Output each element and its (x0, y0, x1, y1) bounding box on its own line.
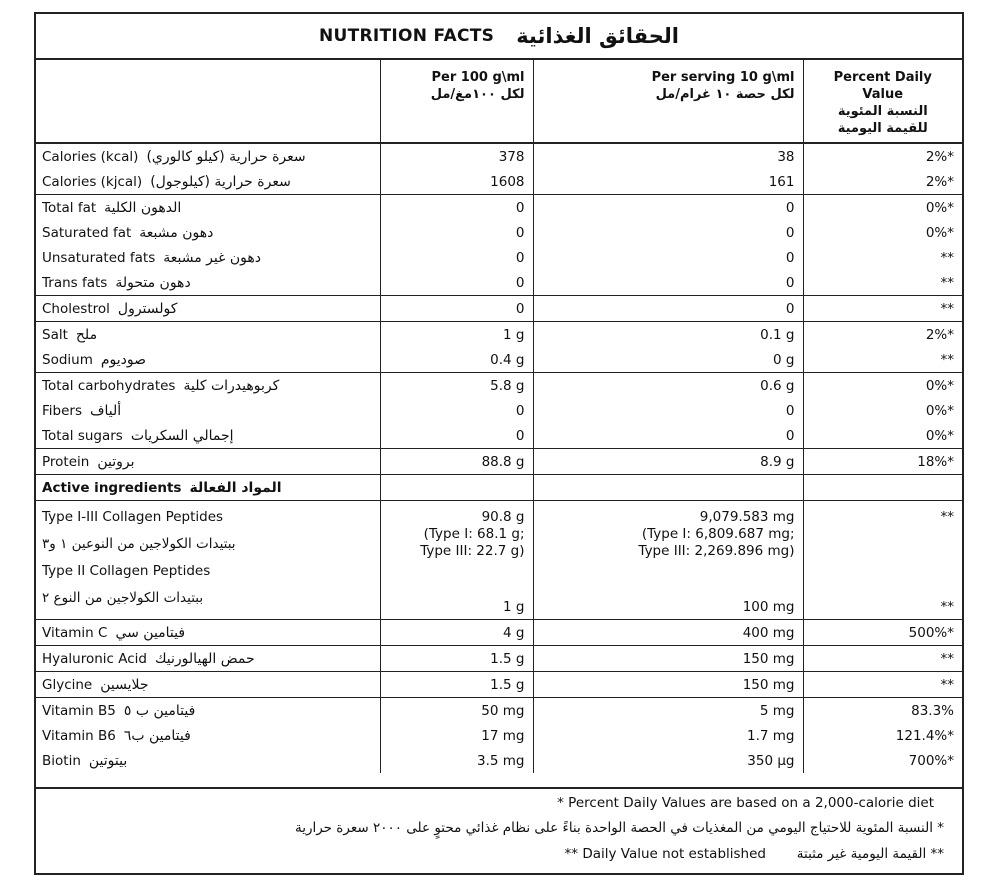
title-row (36, 14, 962, 60)
footnote-not-established-en: ** Daily Value not established (564, 846, 766, 862)
daily-value: 2%* (803, 322, 962, 348)
nutrient-name-ar: دهون مشبعة (139, 224, 214, 241)
nutrient-name: Vitamin B5 (42, 702, 116, 719)
per-100-value: 0 (380, 296, 533, 322)
table-row (36, 322, 962, 348)
nutrient-name-ar: سعرة حرارية (كيلو كالوري) (146, 148, 306, 165)
header-daily-value-ar1: النسبة المئوية (837, 104, 928, 119)
table-row (36, 270, 962, 296)
nutrient-name-ar: سعرة حرارية (كيلوجول) (150, 173, 291, 190)
table-row (36, 698, 962, 724)
header-per-100-en: Per 100 g\ml (431, 70, 525, 85)
table-row (36, 620, 962, 646)
per-100-value: 1.5 g (380, 646, 533, 672)
per-serving-value: 5 mg (533, 698, 803, 724)
collagen-per-100: 90.8 g (481, 509, 525, 525)
collagen-per-100-type3: Type III: 22.7 g) (420, 543, 525, 559)
nutrient-name: Sodium (42, 351, 93, 368)
daily-value: ** (803, 347, 962, 373)
per-serving-value: 0.1 g (533, 322, 803, 348)
title-arabic: الحقائق الغذائية (516, 24, 679, 48)
per-100-value: 0 (380, 423, 533, 449)
nutrient-name-ar: حمض الهيالورنيك (155, 650, 255, 667)
nutrient-name-ar: بيتوتين (88, 752, 128, 769)
footnote-daily-values-en: * Percent Daily Values are based on a 2,000-calorie diet (557, 795, 934, 811)
nutrient-name-ar: الدهون الكلية (104, 199, 182, 216)
per-100-value: 1608 (380, 169, 533, 195)
nutrient-name-ar: دهون متحولة (115, 274, 191, 291)
table-row (36, 143, 962, 169)
nutrient-name-ar: كولسترول (117, 300, 178, 317)
header-daily-value (803, 60, 962, 143)
per-serving-value: 1.7 mg (533, 723, 803, 748)
daily-value: ** (803, 646, 962, 672)
per-100-value: 3.5 mg (380, 748, 533, 773)
per-100-value: 0 (380, 245, 533, 270)
per-serving-value: 350 µg (533, 748, 803, 773)
table-row (36, 748, 962, 773)
per-serving-value: 0 (533, 195, 803, 221)
header-per-100 (380, 60, 533, 143)
nutrient-name: Biotin (42, 752, 81, 769)
nutrient-name: Cholestrol (42, 300, 110, 317)
header-empty (36, 60, 380, 143)
collagen-per-serving: 9,079.583 mg (699, 509, 795, 525)
table-row (36, 347, 962, 373)
collagen-ii-name: Type II Collagen Peptides (42, 563, 211, 579)
table-row (36, 296, 962, 322)
daily-value: 83.3% (803, 698, 962, 724)
nutrient-name: Unsaturated fats (42, 249, 156, 266)
daily-value: 121.4%* (803, 723, 962, 748)
header-per-serving (533, 60, 803, 143)
nutrient-name: Glycine (42, 676, 93, 693)
table-row (36, 220, 962, 245)
per-serving-value: 150 mg (533, 672, 803, 698)
per-serving-value: 0 (533, 245, 803, 270)
per-100-value: 0 (380, 220, 533, 245)
per-100-value: 1.5 g (380, 672, 533, 698)
per-serving-value: 0 (533, 220, 803, 245)
per-serving-value: 0 (533, 270, 803, 296)
daily-value: 18%* (803, 449, 962, 475)
nutrient-name: Trans fats (42, 274, 108, 291)
nutrient-name-ar: ألياف (90, 402, 122, 419)
header-row (36, 60, 962, 143)
collagen-per-serving-type1: (Type I: 6,809.687 mg; (641, 526, 795, 542)
per-100-value: 0 (380, 195, 533, 221)
footnotes (36, 787, 962, 873)
per-serving-value: 150 mg (533, 646, 803, 672)
daily-value: ** (803, 270, 962, 296)
collagen-daily-value: ** (940, 509, 954, 525)
footnote-daily-values-ar: * النسبة المئوية للاحتياج اليومي من المغذيات في الحصة الواحدة بناءً على نظام غذائي محتوٍ على ٢٠٠٠ سعرة حرارية (294, 820, 944, 836)
table-row (36, 245, 962, 270)
per-serving-value: 0 (533, 296, 803, 322)
footnote-not-established-ar: ** القيمة اليومية غير مثبتة (796, 846, 944, 862)
title-english: NUTRITION FACTS (318, 26, 495, 46)
per-serving-value: 0 (533, 398, 803, 423)
collagen-i-iii-name: Type I-III Collagen Peptides (42, 509, 224, 525)
collagen-ii-daily-value: ** (940, 599, 954, 615)
nutrient-name: Total fat (42, 199, 97, 216)
per-100-value: 0 (380, 270, 533, 296)
table-row (36, 373, 962, 399)
per-serving-value: 400 mg (533, 620, 803, 646)
nutrient-name: Saturated fat (42, 224, 132, 241)
table-row (36, 169, 962, 195)
nutrient-name: Vitamin B6 (42, 727, 116, 744)
nutrient-name: Calories (kcal) (42, 148, 139, 165)
nutrient-name: Total sugars (42, 427, 123, 444)
active-ingredients-row (36, 475, 962, 501)
nutrient-name: Calories (kjcal) (42, 173, 143, 190)
nutrient-name: Vitamin C (42, 624, 108, 641)
per-100-value: 0 (380, 398, 533, 423)
collagen-per-serving-type3: Type III: 2,269.896 mg) (638, 543, 795, 559)
per-serving-value: 8.9 g (533, 449, 803, 475)
collagen-per-100-type1: (Type I: 68.1 g; (423, 526, 525, 542)
daily-value: 700%* (803, 748, 962, 773)
per-100-value: 1 g (380, 322, 533, 348)
daily-value: 500%* (803, 620, 962, 646)
nutrient-name: Protein (42, 453, 90, 470)
active-ingredients-label-ar: المواد الفعالة (189, 479, 282, 496)
collagen-ii-per-100: 1 g (503, 599, 525, 615)
daily-value: ** (803, 245, 962, 270)
nutrient-name: Total carbohydrates (42, 377, 176, 394)
per-100-value: 378 (380, 143, 533, 169)
per-serving-value: 0 (533, 423, 803, 449)
per-serving-value: 0 g (533, 347, 803, 373)
header-daily-value-en: Percent Daily Value (833, 70, 932, 102)
per-100-value: 4 g (380, 620, 533, 646)
daily-value: 0%* (803, 423, 962, 449)
per-100-value: 0.4 g (380, 347, 533, 373)
nutrient-name: Hyaluronic Acid (42, 650, 147, 667)
collagen-i-iii-name-ar: ببتيدات الكولاجين من النوعين ١ و٣ (42, 536, 236, 552)
header-per-100-ar: لكل ١٠٠مغ/مل (430, 87, 525, 102)
table-row (36, 672, 962, 698)
per-serving-value: 0.6 g (533, 373, 803, 399)
nutrient-name-ar: دهون غير مشبعة (163, 249, 262, 266)
table-row (36, 449, 962, 475)
per-100-value: 50 mg (380, 698, 533, 724)
header-daily-value-ar2: للقيمة اليومية (837, 121, 928, 136)
collagen-ii-per-serving: 100 mg (742, 599, 795, 615)
daily-value: 2%* (803, 169, 962, 195)
daily-value: 2%* (803, 143, 962, 169)
table-row (36, 423, 962, 449)
daily-value: 0%* (803, 220, 962, 245)
nutrient-name-ar: فيتامين ب٦ (123, 727, 191, 744)
nutrition-facts-label (34, 12, 964, 875)
collagen-row (36, 501, 962, 620)
nutrition-table (36, 60, 962, 773)
per-serving-value: 161 (533, 169, 803, 195)
collagen-ii-name-ar: ببتيدات الكولاجين من النوع ٢ (42, 590, 204, 606)
daily-value: 0%* (803, 195, 962, 221)
nutrient-name-ar: فيتامين سي (115, 624, 186, 641)
nutrient-name-ar: كربوهيدرات كلية (183, 377, 280, 394)
header-per-serving-ar: لكل حصة ١٠ غرام/مل (655, 87, 795, 102)
nutrient-name: Fibers (42, 402, 82, 419)
nutrient-name-ar: ملح (75, 326, 98, 343)
per-100-value: 88.8 g (380, 449, 533, 475)
daily-value: 0%* (803, 373, 962, 399)
per-100-value: 17 mg (380, 723, 533, 748)
active-ingredients-label: Active ingredients (42, 479, 182, 496)
nutrient-name-ar: جلايسين (100, 676, 149, 693)
daily-value: 0%* (803, 398, 962, 423)
table-row (36, 723, 962, 748)
table-row (36, 646, 962, 672)
per-100-value: 5.8 g (380, 373, 533, 399)
table-row (36, 398, 962, 423)
nutrient-name-ar: إجمالي السكريات (130, 427, 234, 444)
table-row (36, 195, 962, 221)
daily-value: ** (803, 672, 962, 698)
per-serving-value: 38 (533, 143, 803, 169)
daily-value: ** (803, 296, 962, 322)
header-per-serving-en: Per serving 10 g\ml (651, 70, 795, 85)
nutrient-name-ar: بروتين (97, 453, 135, 470)
nutrient-name-ar: صوديوم (100, 351, 147, 368)
nutrient-name: Salt (42, 326, 68, 343)
nutrient-name-ar: فيتامين ب ٥ (123, 702, 196, 719)
